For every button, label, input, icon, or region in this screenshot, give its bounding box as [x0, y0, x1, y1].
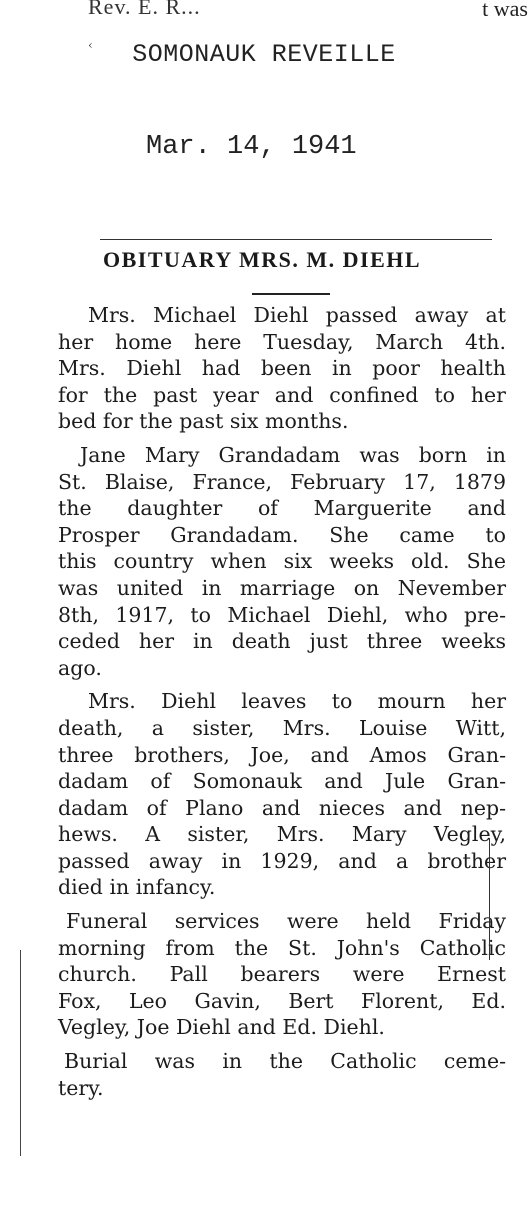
text-line: bed for the past six months. [58, 409, 349, 434]
newspaper-name: SOMONAUK REVEILLE [132, 40, 396, 69]
text-line: tery. [58, 1075, 104, 1100]
text-line: Prosper Grandadam. She came to [58, 522, 506, 547]
text-line: death, a sister, Mrs. Louise Witt, [58, 715, 506, 740]
paragraph-burial [58, 1048, 506, 1101]
text-line: Fox, Leo Gavin, Bert Florent, Ed. [58, 988, 506, 1013]
text-line: dadam of Somonauk and Jule Gran- [58, 769, 506, 794]
column-edge-mark [20, 950, 21, 1156]
newspaper-date: Mar. 14, 1941 [146, 132, 357, 162]
text-line: passed away in 1929, and a brother [58, 848, 506, 873]
text-line: 8th, 1917, to Michael Diehl, who pre- [58, 602, 506, 627]
paragraph-biography [58, 442, 506, 681]
text-line: hews. A sister, Mrs. Mary Vegley, [58, 822, 506, 847]
obituary-title: OBITUARY MRS. M. DIEHL [103, 247, 422, 272]
text-line: ago. [58, 655, 102, 680]
title-underline-rule [252, 293, 330, 295]
paragraph-death-notice [58, 302, 506, 435]
obituary-body [58, 302, 506, 1108]
paragraph-funeral [58, 908, 506, 1041]
top-rule [100, 239, 492, 240]
text-line: Jane Mary Grandadam was born in [80, 442, 506, 467]
text-line: this country when six weeks old. She [58, 549, 506, 574]
text-line: ceded her in death just three weeks [58, 629, 506, 654]
text-line: died in infancy. [58, 875, 216, 900]
text-line: her home here Tuesday, March 4th. [58, 329, 506, 354]
text-line: Funeral services were held Friday [66, 909, 506, 934]
text-line: Mrs. Michael Diehl passed away at [88, 303, 506, 327]
text-line: Mrs. Diehl had been in poor health [58, 356, 506, 381]
column-edge-mark [489, 838, 490, 960]
text-line: St. Blaise, France, February 17, 1879 [58, 469, 506, 494]
text-line: church. Pall bearers were Ernest [58, 962, 506, 987]
text-line: dadam of Plano and nieces and nep- [58, 795, 506, 820]
text-line: three brothers, Joe, and Amos Gran- [58, 742, 506, 767]
clipped-header-fragment: Rev. E. R... [88, 0, 201, 19]
text-line: for the past year and confined to her [58, 382, 506, 407]
paragraph-survivors [58, 688, 506, 901]
text-line: Vegley, Joe Diehl and Ed. Diehl. [58, 1015, 385, 1040]
text-line: Mrs. Diehl leaves to mourn her [88, 689, 506, 714]
text-line: morning from the St. John's Catholic [58, 935, 506, 960]
text-line: Burial was in the Catholic ceme- [64, 1049, 506, 1074]
clipped-header-fragment-right: t was [482, 0, 528, 21]
stray-mark: ‹ [88, 38, 93, 52]
text-line: the daughter of Marguerite and [58, 496, 506, 521]
text-line: was united in marriage on Nevember [58, 575, 506, 600]
